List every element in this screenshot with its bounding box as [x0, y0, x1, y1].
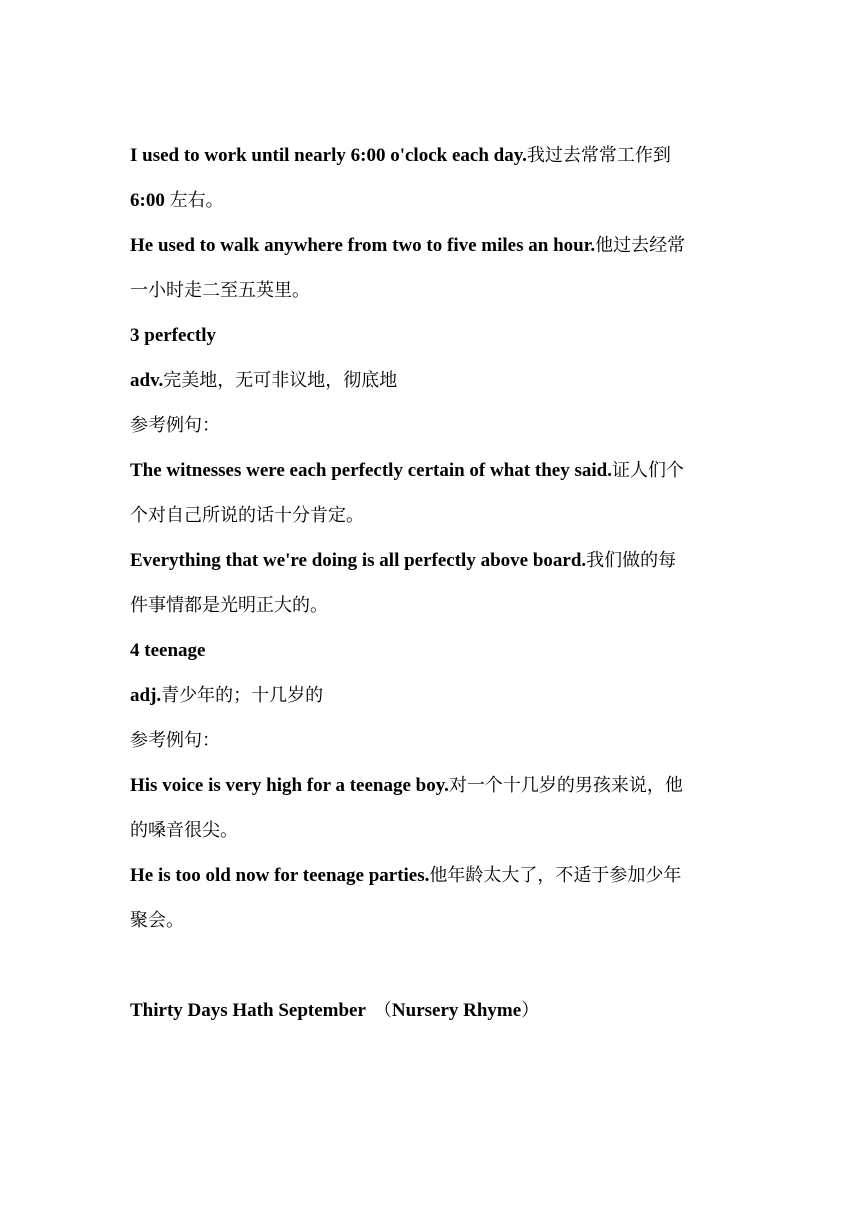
example-label: 参考例句：: [130, 730, 220, 751]
section-heading: [130, 988, 735, 1033]
close-paren: ）: [521, 1000, 540, 1021]
text-line: 的嗓音很尖。: [130, 820, 238, 841]
text-line: I used to work until nearly 6:00 o'clock each day.我过去常常工作到: [130, 145, 671, 166]
example-label: 参考例句：: [130, 415, 220, 436]
text-line: 个对自己所说的话十分肯定。: [130, 505, 364, 526]
vocab-definition: adv.完美地，无可非议地，彻底地: [130, 370, 398, 391]
text-line: 件事情都是光明正大的。: [130, 595, 328, 616]
text-line: 聚会。: [130, 910, 184, 931]
vocab-heading: 4 teenage: [130, 640, 206, 661]
open-paren: （: [373, 1000, 392, 1021]
vocab-heading: 3 perfectly: [130, 325, 216, 346]
document-body: [130, 133, 735, 1033]
text-line: His voice is very high for a teenage boy.对一个十几岁的男孩来说，他: [130, 775, 683, 796]
text-line: The witnesses were each perfectly certain of what they said.证人们个: [130, 460, 684, 481]
text-line: 6:00 左右。: [130, 190, 224, 211]
section-subtitle: Nursery Rhyme: [391, 1000, 522, 1021]
text-line: He is too old now for teenage parties.他年龄太大了，不适于参加少年: [130, 865, 682, 886]
text-line: 一小时走二至五英里。: [130, 280, 310, 301]
section-title: Thirty Days Hath September: [130, 1000, 366, 1021]
blank-line: [130, 943, 735, 988]
vocab-definition: adj.青少年的；十几岁的: [130, 685, 324, 706]
text-line: Everything that we're doing is all perfectly above board.我们做的每: [130, 550, 677, 571]
text-line: He used to walk anywhere from two to five miles an hour.他过去经常: [130, 235, 686, 256]
